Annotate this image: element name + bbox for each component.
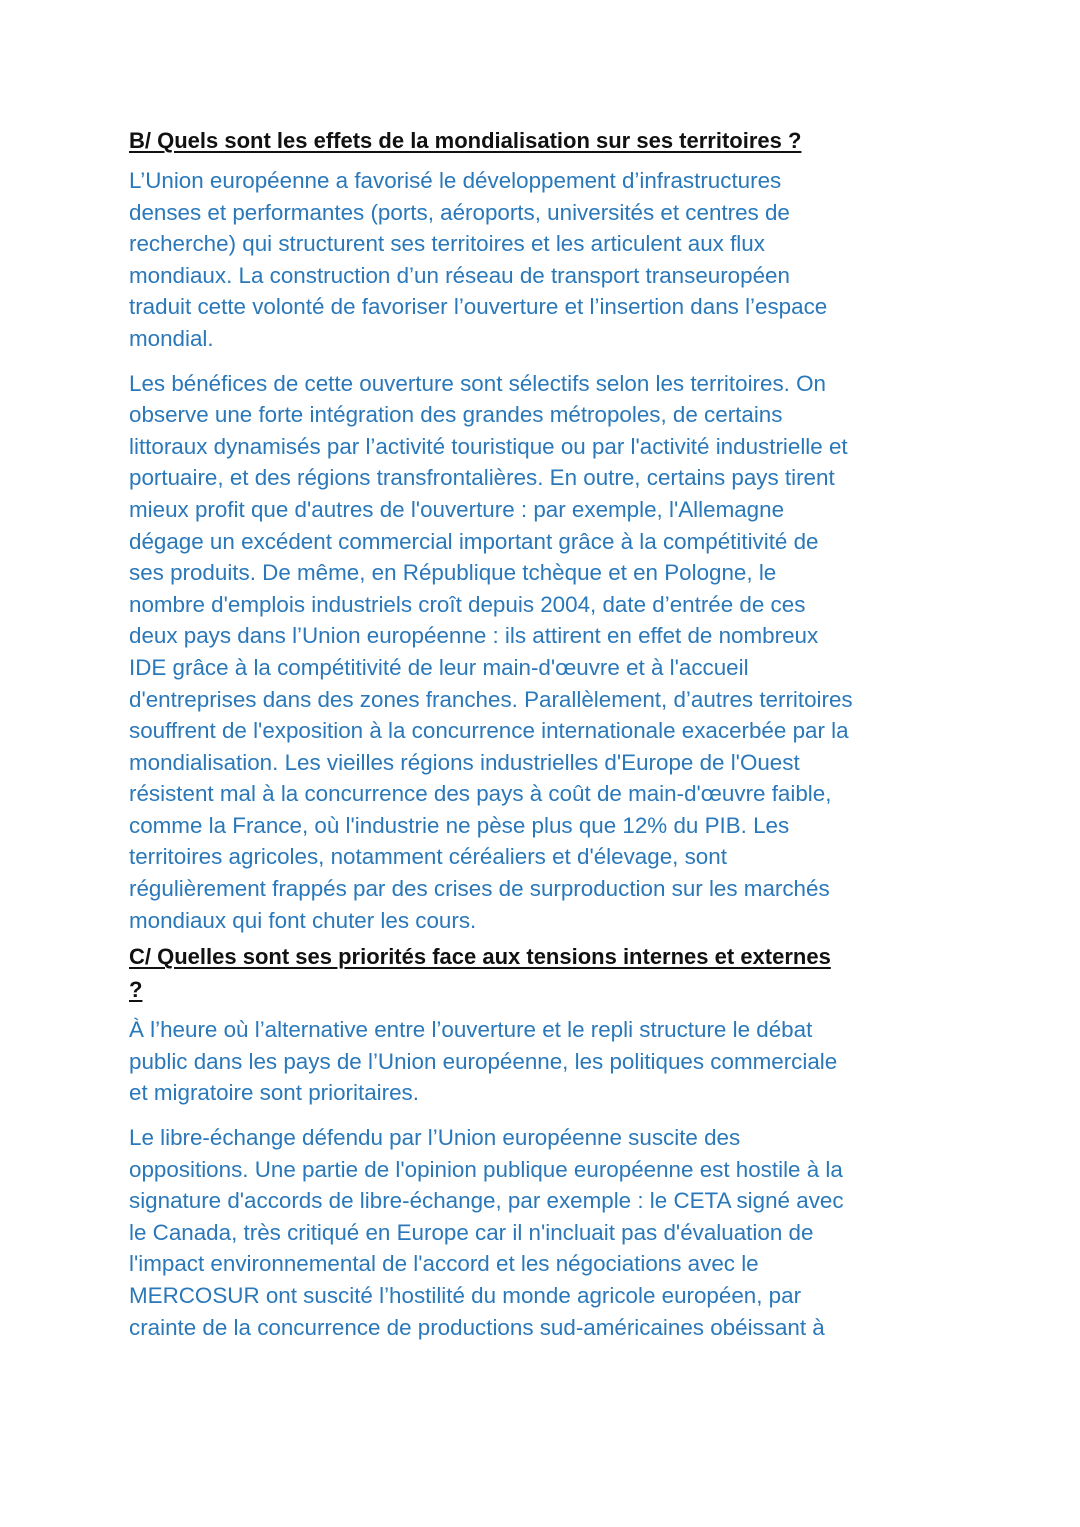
section-b-paragraph-2: Les bénéfices de cette ouverture sont sélectifs selon les territoires. On observe une forte intégration des grandes métropoles, de certains littoraux dynamisés par l’activité touristique ou par l'activité industrielle et portuaire, et des régions transfrontalières. En outre, certains pays tirent mieux profit que d'autres de l'ouverture : par exemple, l'Allemagne dégage un excédent commercial important grâce à la compétitivité de ses produits. De même, en République tchèque et en Pologne, le nombre d'emplois industriels croît depuis 2004, date d’entrée de ces deux pays dans l’Union européenne : ils attirent en effet de nombreux IDE grâce à la compétitivité de leur main-d'œuvre et à l'accueil d'entreprises dans des zones franches. Parallèlement, d’autres territoires souffrent de l'exposition à la concurrence internationale exacerbée par la mondialisation. Les vieilles régions industrielles d'Europe de l'Ouest résistent mal à la concurrence des pays à coût de main-d'œuvre faible, comme la France, où l'industrie ne pèse plus que 12% du PIB. Les territoires agricoles, notamment céréaliers et d'élevage, sont régulièrement frappés par des crises de surproduction sur les marchés mondiaux qui font chuter les cours.	[129, 370, 853, 933]
section-b-paragraph-1: L’Union européenne a favorisé le développement d’infrastructures denses et performantes (ports, aéroports, universités et centres de recherche) qui structurent ses territoires et les articulent aux flux mondiaux. La construction d’un réseau de transport transeuropéen traduit cette volonté de favoriser l’ouverture et l’insertion dans l’espace mondial.	[129, 168, 828, 351]
section-b-heading: B/ Quels sont les effets de la mondialisation sur ses territoires ?	[129, 128, 802, 153]
section-c-paragraph-2: Le libre-échange défendu par l’Union européenne suscite des oppositions. Une partie de l'opinion publique européenne est hostile à la signature d'accords de libre-échange, par exemple : le CETA signé avec le Canada, très critiqué en Europe car il n'incluait pas d'évaluation de l'impact environnemental de l'accord et les négociations avec le MERCOSUR ont suscité l’hostilité du monde agricole européen, par crainte de la concurrence de productions sud-américaines obéissant à	[129, 1125, 844, 1340]
section-c-heading: C/ Quelles sont ses priorités face aux tensions internes et externes ?	[129, 944, 831, 1003]
section-c-paragraph-1: À l’heure où l’alternative entre l’ouverture et le repli structure le débat public dans les pays de l’Union européenne, les politiques commerciale et migratoire sont prioritaires.	[129, 1017, 838, 1106]
document-page	[129, 124, 959, 1343]
